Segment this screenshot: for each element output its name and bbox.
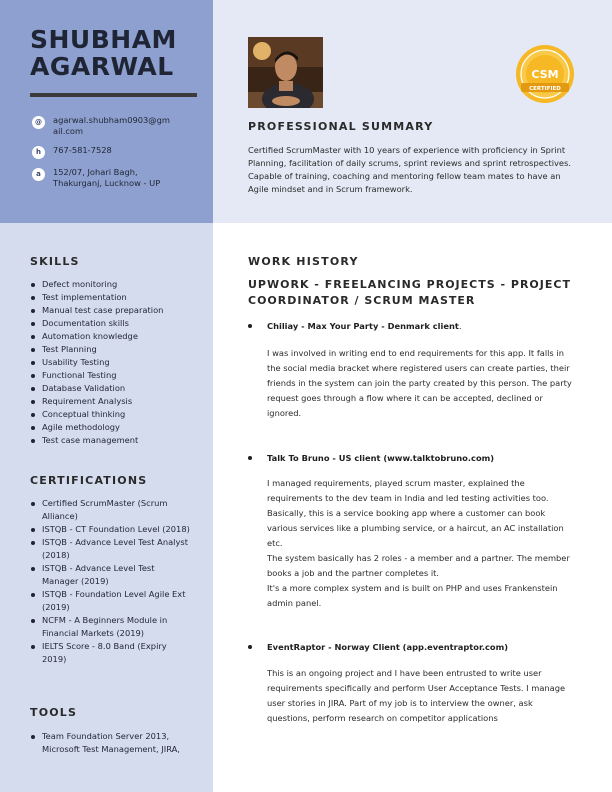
certifications-title: CERTIFICATIONS: [30, 474, 148, 487]
project-paragraph: This is an ongoing project and I have been entrusted to write user requirements specifically and perform User Acceptance Tests. I manage user stories in JIRA. Part of my job is to interview the owner, ask questions, perform research on competitor applications: [267, 668, 566, 723]
tools-title: TOOLS: [30, 706, 78, 719]
project-eventraptor: [248, 642, 578, 726]
project-heading: [248, 453, 578, 463]
certifications-list: [30, 497, 192, 666]
certification-item: IELTS Score - 8.0 Band (Expiry 2019): [30, 640, 192, 666]
address-icon: a: [32, 168, 45, 181]
skill-item: Test implementation: [30, 291, 163, 304]
email-text: agarwal.shubham0903@gmail.com: [53, 115, 170, 136]
project-talk-to-bruno: [248, 453, 578, 611]
skill-item: Defect monitoring: [30, 278, 163, 291]
skill-item: Database Validation: [30, 382, 163, 395]
skills-list: [30, 278, 163, 447]
profile-photo: [248, 37, 323, 108]
address-text: 152/07, Johari Bagh, Thakurganj, Lucknow - UP: [53, 167, 161, 188]
contact-email[interactable]: [32, 115, 171, 137]
project-paragraph: I was involved in writing end to end requirements for this app. It falls in the social media bracket where registered users can create parties, their friends in the system can join the party created by this person. The party request goes through a flow where it can be accepted, declined or ignored.: [267, 348, 572, 418]
project-name: EventRaptor - Norway Client (app.eventraptor.com): [267, 642, 509, 652]
certification-item: ISTQB - Foundation Level Agile Ext (2019): [30, 588, 192, 614]
bullet-icon: [248, 324, 252, 328]
skill-item: Requirement Analysis: [30, 395, 163, 408]
certification-item: ISTQB - Advance Level Test Manager (2019): [30, 562, 192, 588]
project-name: Talk To Bruno - US client (www.talktobruno.com): [267, 453, 495, 463]
project-name: Chiliay - Max Your Party - Denmark client: [267, 321, 459, 331]
badge-label: CSM: [531, 68, 559, 81]
summary-title: PROFESSIONAL SUMMARY: [248, 120, 434, 133]
project-paragraph: It's a more complex system and is built on PHP and uses Frankenstein admin panel.: [267, 583, 558, 608]
phone-icon: h: [32, 146, 45, 159]
certification-item: Certified ScrumMaster (Scrum Alliance): [30, 497, 192, 523]
tools-list: [30, 730, 200, 756]
project-heading: [248, 642, 578, 652]
phone-text: 767-581-7528: [53, 145, 112, 155]
summary-text: Certified ScrumMaster with 10 years of experience with proficiency in Sprint Planning, facilitation of daily scrums, sprint reviews and sprint retrospectives. Capable of training, coaching and mentoring fellow team mates to have an Agile mindset and in Scrum framework.: [248, 145, 571, 194]
badge-sublabel: CERTIFIED: [529, 86, 561, 92]
skill-item: Agile methodology: [30, 421, 163, 434]
project-paragraph: I managed requirements, played scrum master, explained the requirements to the dev team in India and led testing activities too. Basically, this is a service booking app where a customer can book various services like a plumbing service, or a haircut, an AC installation etc.: [267, 478, 564, 548]
csm-badge: [510, 43, 580, 105]
certification-item: ISTQB - Advance Level Test Analyst (2018): [30, 536, 192, 562]
project-name-suffix: .: [458, 321, 462, 331]
skill-item: Test Planning: [30, 343, 163, 356]
project-paragraph: The system basically has 2 roles - a member and a partner. The member books a job and the partner completes it.: [267, 553, 570, 578]
contact-phone[interactable]: [32, 145, 171, 159]
email-icon: @: [32, 116, 45, 129]
project-description: [267, 666, 578, 726]
skill-item: Usability Testing: [30, 356, 163, 369]
contact-address: [32, 167, 183, 189]
certification-item: ISTQB - CT Foundation Level (2018): [30, 523, 192, 536]
project-chiliay: [248, 321, 578, 421]
job-title: UPWORK - FREELANCING PROJECTS - PROJECT COORDINATOR / SCRUM MASTER: [248, 278, 571, 307]
skill-item: Conceptual thinking: [30, 408, 163, 421]
bullet-icon: [248, 645, 252, 649]
certification-item: NCFM - A Beginners Module in Financial Markets (2019): [30, 614, 192, 640]
project-description: [267, 476, 578, 611]
skill-item: Functional Testing: [30, 369, 163, 382]
project-description: [267, 346, 578, 421]
name-divider: [30, 93, 197, 97]
project-heading: [248, 321, 578, 331]
bullet-icon: [248, 456, 252, 460]
skill-item: Manual test case preparation: [30, 304, 163, 317]
skills-title: SKILLS: [30, 255, 80, 268]
skill-item: Automation knowledge: [30, 330, 163, 343]
skill-item: Documentation skills: [30, 317, 163, 330]
work-history-title: WORK HISTORY: [248, 255, 359, 268]
skill-item: Test case management: [30, 434, 163, 447]
tool-item: Team Foundation Server 2013, Microsoft Test Management, JIRA,: [30, 730, 202, 756]
candidate-name: SHUBHAM AGARWAL: [30, 25, 177, 81]
